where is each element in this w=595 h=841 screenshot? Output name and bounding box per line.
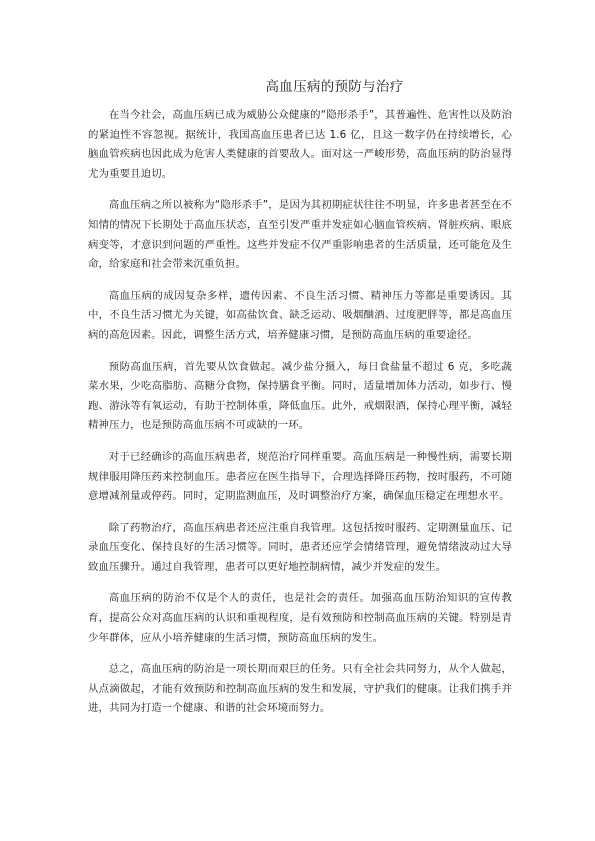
- document-title: 高血压病的预防与治疗: [265, 79, 404, 95]
- paragraph: 高血压病之所以被称为“隐形杀手”，是因为其初期症状往往不明显，许多患者甚至在不知情的情况下长期处于高血压状态，直至引发严重并发症如心脑血管疾病、肾脏疾病、眼底病变等，才意识到问题的严重性。这些并发症不仅严重影响患者的生活质量，还可能危及生命，给家庭和社会带来沉重负担。: [88, 199, 512, 271]
- paragraph: 高血压病的成因复杂多样，遗传因素、不良生活习惯、精神压力等都是重要诱因。其中，不良生活习惯尤为关键，如高盐饮食、缺乏运动、吸烟酗酒、过度肥胖等，都是高血压病的高危因素。因此，调整生活方式，培养健康习惯，是预防高血压病的重要途径。: [88, 289, 512, 341]
- paragraph: 高血压病的防治不仅是个人的责任，也是社会的责任。加强高血压防治知识的宣传教育，提高公众对高血压病的认识和重视程度，是有效预防和控制高血压病的关键。特别是青少年群体，应从小培养健康的生活习惯，预防高血压病的发生。: [88, 592, 512, 644]
- paragraph: 除了药物治疗，高血压病患者还应注重自我管理。这包括按时服药、定期测量血压、记录血压变化、保持良好的生活习惯等。同时，患者还应学会情绪管理，避免情绪波动过大导致血压骤升。通过自我管理，患者可以更好地控制病情，减少并发症的发生。: [88, 521, 512, 573]
- paragraph: 对于已经确诊的高血压病患者，规范治疗同样重要。高血压病是一种慢性病，需要长期规律服用降压药来控制血压。患者应在医生指导下，合理选择降压药物，按时服药，不可随意增减剂量或停药。同时，定期监测血压，及时调整治疗方案，确保血压稳定在理想水平。: [88, 450, 512, 503]
- paragraph: 在当今社会，高血压病已成为威胁公众健康的“隐形杀手”，其普遍性、危害性以及防治的紧迫性不容忽视。据统计，我国高血压患者已达 1.6 亿，且这一数字仍在持续增长，心脑血管疾病也因此成为危害人类健康的首要敌人。面对这一严峻形势，高血压病的防治显得尤为重要且迫切。: [88, 109, 512, 180]
- document-body: [88, 106, 512, 731]
- paragraph: 预防高血压病，首先要从饮食做起。减少盐分摄入，每日食盐量不超过 6 克，多吃蔬菜水果，少吃高脂肪、高糖分食物，保持膳食平衡。同时，适量增加体力活动，如步行、慢跑、游泳等有氧运动，有助于控制体重，降低血压。此外，戒烟限酒，保持心理平衡，减轻精神压力，也是预防高血压病不可或缺的一环。: [88, 360, 513, 432]
- paragraph: 总之，高血压病的防治是一项长期而艰巨的任务。只有全社会共同努力，从个人做起，从点滴做起，才能有效预防和控制高血压病的发生和发展，守护我们的健康。让我们携手并进，共同为打造一个健康、和谐的社会环境而努力。: [88, 663, 512, 715]
